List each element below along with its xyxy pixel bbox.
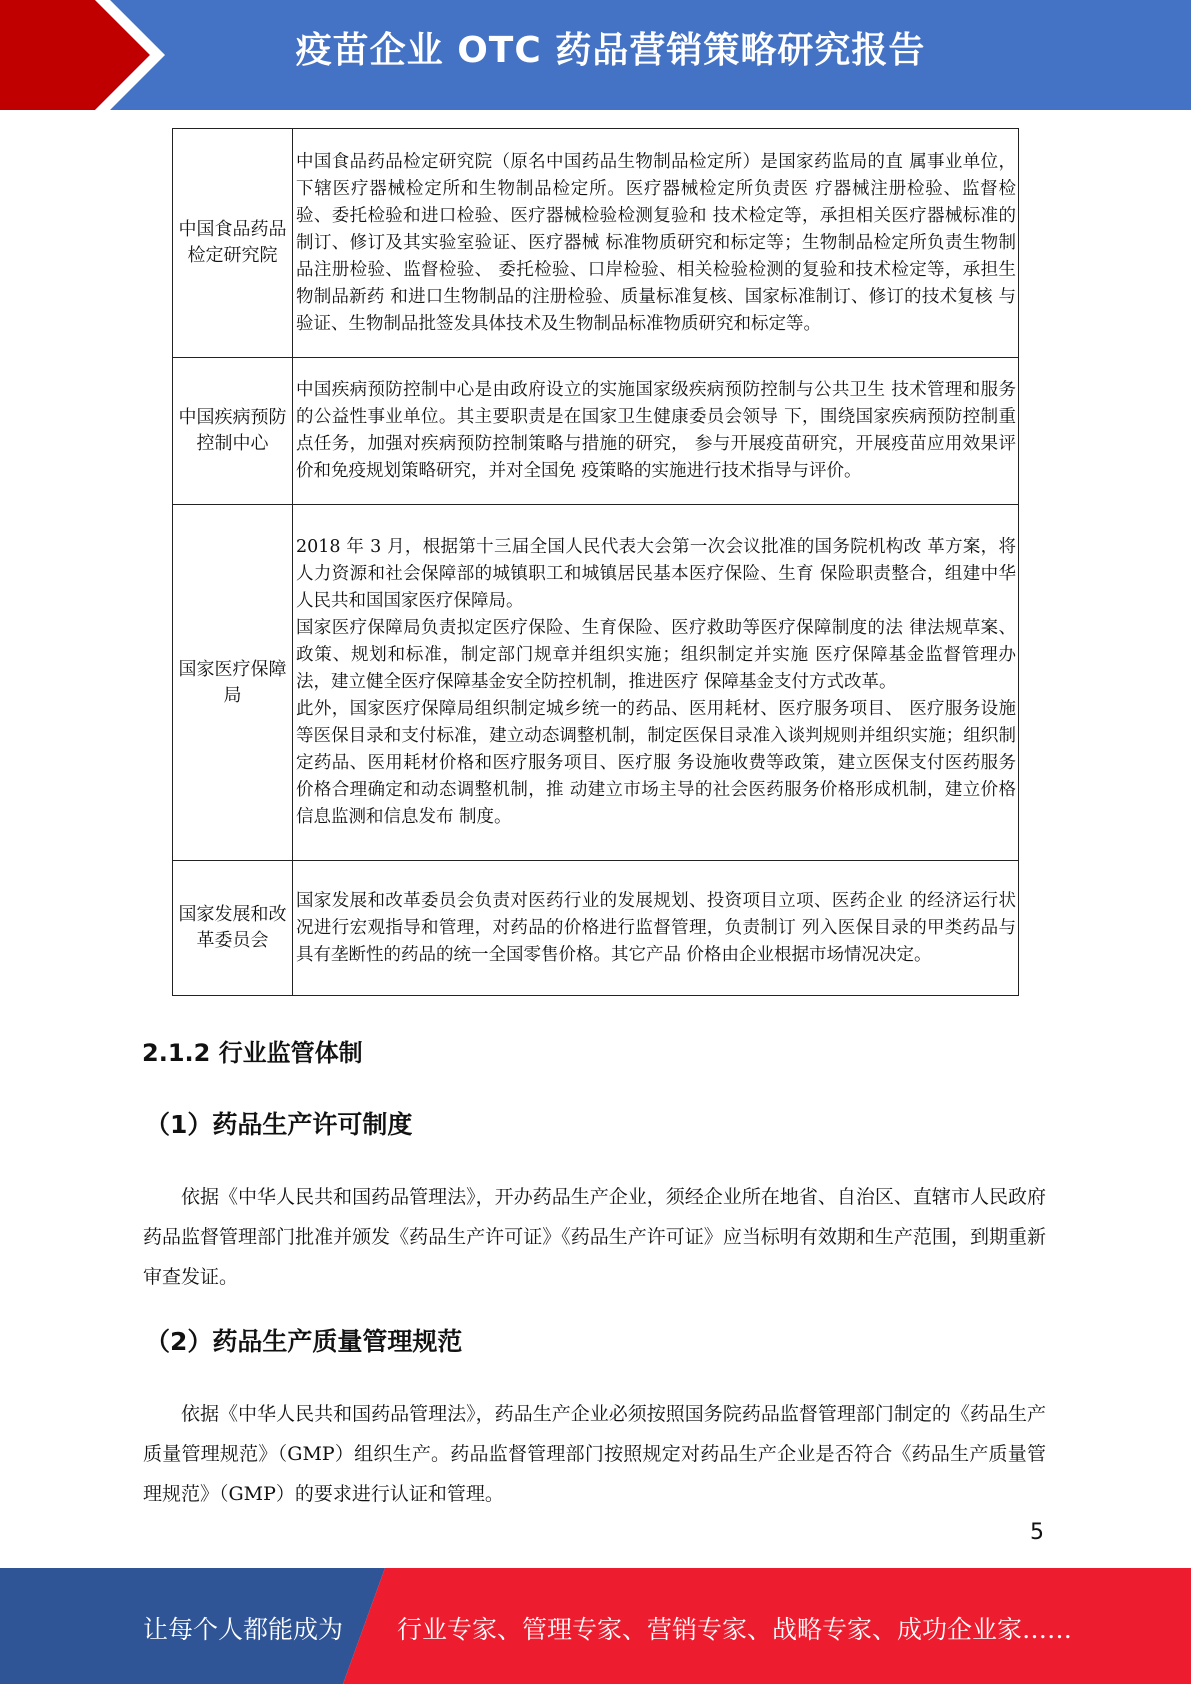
agency-name: 国家医疗保障局 xyxy=(173,505,293,861)
regulatory-agencies-table xyxy=(172,128,1019,996)
agency-description xyxy=(293,129,1019,358)
agency-description xyxy=(293,358,1019,505)
description-paragraph: 中国食品药品检定研究院（原名中国药品生物制品检定所）是国家药监局的直 属事业单位，下辖医疗器械检定所和生物制品检定所。医疗器械检定所负责医 疗器械注册检验、监督检验、委托检验和进口检验、医疗器械检验检测复验和 技术检定等，承担相关医疗器械标准的制订、修订及其实验室验证、医疗器械 标准物质研究和标定等；生物制品检定所负责生物制品注册检验、监督检验、 委托检验、口岸检验、相关检验检测的复验和技术检定等，承担生物制品新药 和进口生物制品的注册检验、质量标准复核、国家标准制订、修订的技术复核 与验证、生物制品批签发具体技术及生物制品标准物质研究和标定等。 xyxy=(296,151,1016,334)
subsection-heading-production-license: （1）药品生产许可制度 xyxy=(145,1110,413,1139)
agency-description xyxy=(293,861,1019,996)
subsection-heading-gmp: （2）药品生产质量管理规范 xyxy=(145,1327,463,1356)
footer-slogan-right: 行业专家、管理专家、营销专家、战略专家、成功企业家…… xyxy=(397,1615,1073,1644)
table-row xyxy=(173,861,1019,996)
agency-name: 中国食品药品检定研究院 xyxy=(173,129,293,358)
description-paragraph: 国家发展和改革委员会负责对医药行业的发展规划、投资项目立项、医药企业 的经济运行状况进行宏观指导和管理，对药品的价格进行监督管理，负责制订 列入医保目录的甲类药品与具有垄断性的药品的统一全国零售价格。其它产品 价格由企业根据市场情况决定。 xyxy=(296,890,1016,965)
description-paragraph: 国家医疗保障局负责拟定医疗保险、生育保险、医疗救助等医疗保障制度的法 律法规草案、政策、规划和标准，制定部门规章并组织实施；组织制定并实施 医疗保障基金监督管理办法，建立健全医疗保障基金安全防控机制，推进医疗 保障基金支付方式改革。 xyxy=(296,618,1016,692)
page-number: 5 xyxy=(1030,1520,1044,1545)
table-row xyxy=(173,505,1019,861)
table-row xyxy=(173,358,1019,505)
description-paragraph: 此外，国家医疗保障局组织制定城乡统一的药品、医用耗材、医疗服务项目、 医疗服务设施等医保目录和支付标准，建立动态调整机制，制定医保目录准入谈判规则并组织实施；组织制定药品、医用耗材价格和医疗服务项目、医疗服 务设施收费等政策，建立医保支付医药服务价格合理确定和动态调整机制，推 动建立市场主导的社会医药服务价格形成机制，建立价格信息监测和信息发布 制度。 xyxy=(296,699,1016,827)
agency-name: 中国疾病预防控制中心 xyxy=(173,358,293,505)
agency-description xyxy=(293,505,1019,861)
page-header xyxy=(0,0,1191,110)
description-paragraph: 2018 年 3 月，根据第十三届全国人民代表大会第一次会议批准的国务院机构改 革方案，将人力资源和社会保障部的城镇职工和城镇居民基本医疗保险、生育 保险职责整合，组建中华人民共和国国家医疗保障局。 xyxy=(296,537,1016,611)
paragraph-gmp: 依据《中华人民共和国药品管理法》，药品生产企业必须按照国务院药品监督管理部门制定的《药品生产质量管理规范》（GMP）组织生产。药品监督管理部门按照规定对药品生产企业是否符合《药品生产质量管理规范》（GMP）的要求进行认证和管理。 xyxy=(143,1403,1046,1505)
paragraph-production-license: 依据《中华人民共和国药品管理法》，开办药品生产企业，须经企业所在地省、自治区、直辖市人民政府药品监督管理部门批准并颁发《药品生产许可证》《药品生产许可证》应当标明有效期和生产范围，到期重新审查发证。 xyxy=(143,1186,1046,1288)
footer-slogan-left: 让每个人都能成为 xyxy=(143,1615,344,1644)
page-footer xyxy=(0,1568,1191,1684)
section-heading: 2.1.2 行业监管体制 xyxy=(142,1039,363,1067)
report-title: 疫苗企业 OTC 药品营销策略研究报告 xyxy=(295,30,926,71)
agency-name: 国家发展和改革委员会 xyxy=(173,861,293,996)
description-paragraph: 中国疾病预防控制中心是由政府设立的实施国家级疾病预防控制与公共卫生 技术管理和服务的公益性事业单位。其主要职责是在国家卫生健康委员会领导 下，围绕国家疾病预防控制重点任务，加强对疾病预防控制策略与措施的研究， 参与开展疫苗研究，开展疫苗应用效果评价和免疫规划策略研究，并对全国免 疫策略的实施进行技术指导与评价。 xyxy=(296,380,1016,481)
table-row xyxy=(173,129,1019,358)
